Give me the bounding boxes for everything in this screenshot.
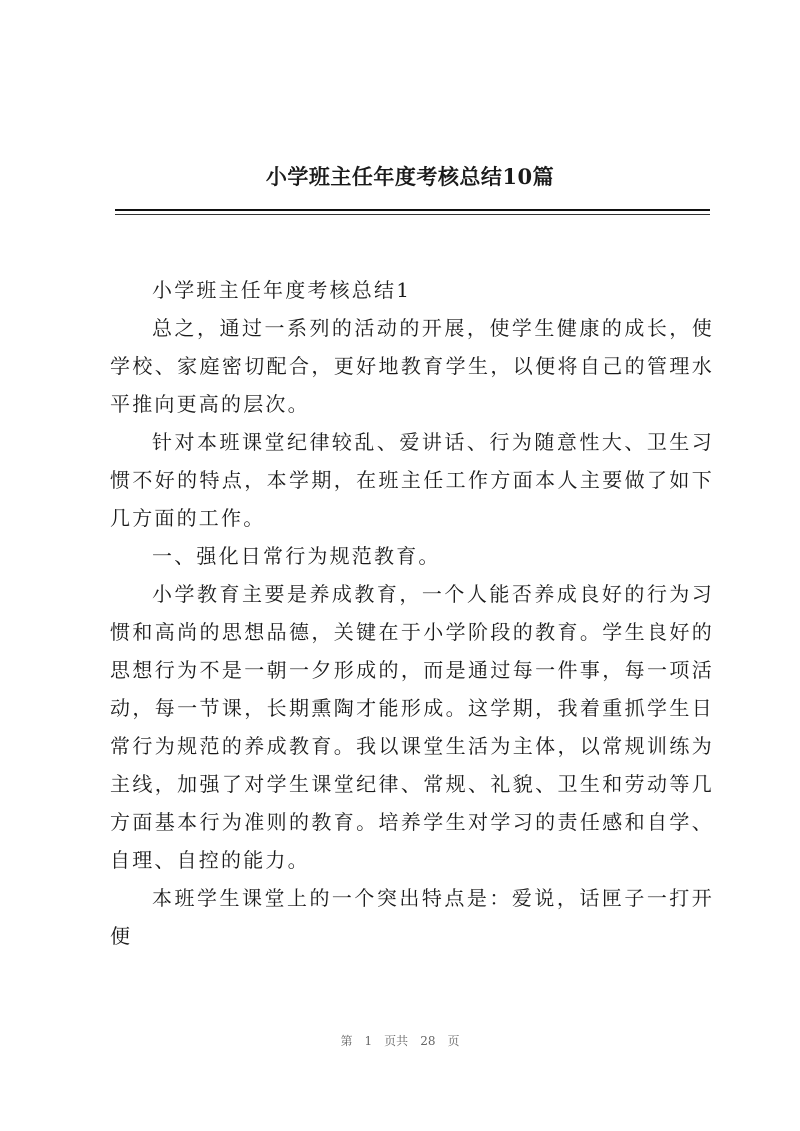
paragraph: 本班学生课堂上的一个突出特点是：爱说，话匣子一打开便 (110, 886, 714, 948)
footer-suffix: 页 (447, 1034, 460, 1048)
footer-middle: 页共 (384, 1034, 409, 1048)
footer-prefix: 第 (340, 1034, 353, 1048)
document-body (110, 271, 714, 955)
paragraph: 针对本班课堂纪律较乱、爱讲话、行为随意性大、卫生习惯不好的特点，本学期，在班主任工作方面本人主要做了如下几方面的工作。 (110, 430, 714, 530)
document-title: 小学班主任年度考核总结10篇 (265, 164, 555, 189)
section-heading: 小学班主任年度考核总结1 (152, 278, 412, 302)
footer-total-pages: 28 (420, 1034, 436, 1048)
footer-current-page: 1 (364, 1034, 373, 1048)
paragraph: 小学教育主要是养成教育，一个人能否养成良好的行为习惯和高尚的思想品德，关键在于小学阶段的教育。学生良好的思想行为不是一朝一夕形成的，而是通过每一件事，每一项活动，每一节课，长期熏陶才能形成。这学期，我着重抓学生日常行为规范的养成教育。我以课堂生活为主体，以常规训练为主线，加强了对学生课堂纪律、常规、礼貌、卫生和劳动等几方面基本行为准则的教育。培养学生对学习的责任感和自学、自理、自控的能力。 (110, 582, 714, 872)
title-underline-thin (115, 214, 710, 215)
subsection-heading: 一、强化日常行为规范教育。 (152, 544, 441, 568)
title-underline (115, 209, 710, 211)
paragraph: 总之，通过一系列的活动的开展，使学生健康的成长，使学校、家庭密切配合，更好地教育学生，以便将自己的管理水平推向更高的层次。 (110, 316, 714, 416)
page-footer (0, 1032, 800, 1049)
